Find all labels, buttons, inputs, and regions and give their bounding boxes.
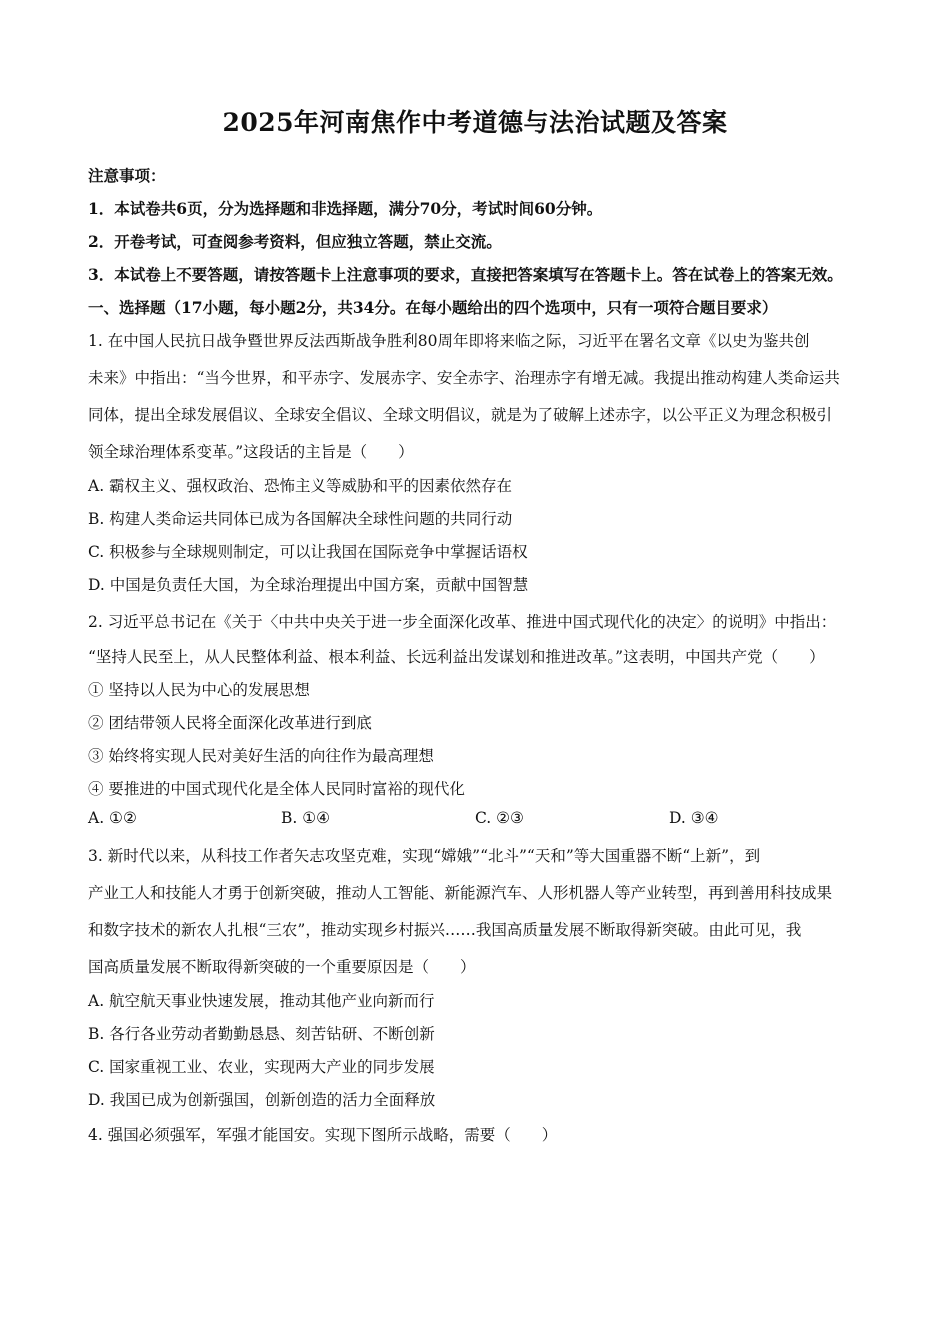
question-1-text: 1. 在中国人民抗日战争暨世界反法西斯战争胜利80周年即将来临之际，习近平在署名文章《以史为鉴共创 — [88, 332, 810, 350]
notice-heading: 注意事项： — [88, 166, 166, 185]
question-3-text: 产业工人和技能人才勇于创新突破，推动人工智能、新能源汽车、人形机器人等产业转型，再到善用科技成果 — [88, 884, 833, 902]
question-1-text: 同体，提出全球发展倡议、全球安全倡议、全球文明倡议，就是为了破解上述赤字，以公平正义为理念积极引 — [88, 406, 833, 424]
question-2-option-a: A. ①② — [88, 809, 137, 827]
question-3-option-d: D. 我国已成为创新强国，创新创造的活力全面释放 — [88, 1091, 436, 1109]
notice-item: 3．本试卷上不要答题，请按答题卡上注意事项的要求，直接把答案填写在答题卡上。答在试卷上的答案无效。 — [88, 265, 843, 284]
question-3-text: 国高质量发展不断取得新突破的一个重要原因是（ ） — [88, 958, 476, 976]
question-2-option-c: C. ②③ — [475, 809, 524, 827]
question-3-text: 3. 新时代以来，从科技工作者矢志攻坚克难，实现“嫦娥”“北斗”“天和”等大国重器不断“上新”，到 — [88, 847, 761, 865]
question-2-statement: ① 坚持以人民为中心的发展思想 — [88, 681, 310, 699]
question-1-text: 领全球治理体系变革。”这段话的主旨是（ ） — [88, 443, 414, 461]
question-3-option-c: C. 国家重视工业、农业，实现两大产业的同步发展 — [88, 1058, 435, 1076]
question-2-text: “坚持人民至上，从人民整体利益、根本利益、长远利益出发谋划和推进改革。”这表明，中国共产党（ ） — [88, 648, 825, 666]
question-1-option-b: B. 构建人类命运共同体已成为各国解决全球性问题的共同行动 — [88, 510, 513, 528]
question-1-text: 未来》中指出：“当今世界，和平赤字、发展赤字、安全赤字、治理赤字有增无减。我提出推动构建人类命运共 — [88, 369, 840, 387]
question-2-options — [88, 809, 848, 833]
question-2-option-d: D. ③④ — [669, 809, 719, 827]
question-2-statement: ② 团结带领人民将全面深化改革进行到底 — [88, 714, 372, 732]
question-1-option-c: C. 积极参与全球规则制定，可以让我国在国际竞争中掌握话语权 — [88, 543, 528, 561]
notice-item: 2．开卷考试，可查阅参考资料，但应独立答题，禁止交流。 — [88, 232, 502, 251]
question-2-text: 2. 习近平总书记在《关于〈中共中央关于进一步全面深化改革、推进中国式现代化的决定〉的说明》中指出： — [88, 613, 837, 631]
question-1-option-a: A. 霸权主义、强权政治、恐怖主义等威胁和平的因素依然存在 — [88, 477, 513, 495]
question-3-text: 和数字技术的新农人扎根“三农”，推动实现乡村振兴……我国高质量发展不断取得新突破。由此可见，我 — [88, 921, 802, 939]
question-1-option-d: D. 中国是负责任大国，为全球治理提出中国方案，贡献中国智慧 — [88, 576, 529, 594]
question-4-text: 4. 强国必须强军，军强才能国安。实现下图所示战略，需要（ ） — [88, 1126, 558, 1144]
section-heading: 一、选择题（17小题，每小题2分，共34分。在每小题给出的四个选项中，只有一项符合题目要求） — [88, 298, 778, 317]
notice-item: 1．本试卷共6页，分为选择题和非选择题，满分70分，考试时间60分钟。 — [88, 199, 603, 218]
question-2-statement: ③ 始终将实现人民对美好生活的向往作为最高理想 — [88, 747, 434, 765]
question-2-statement: ④ 要推进的中国式现代化是全体人民同时富裕的现代化 — [88, 780, 465, 798]
question-2-option-b: B. ①④ — [281, 809, 331, 827]
question-3-option-b: B. 各行各业劳动者勤勤恳恳、刻苦钻研、不断创新 — [88, 1025, 435, 1043]
question-3-option-a: A. 航空航天事业快速发展，推动其他产业向新而行 — [88, 992, 435, 1010]
page-title: 2025年河南焦作中考道德与法治试题及答案 — [222, 108, 728, 137]
